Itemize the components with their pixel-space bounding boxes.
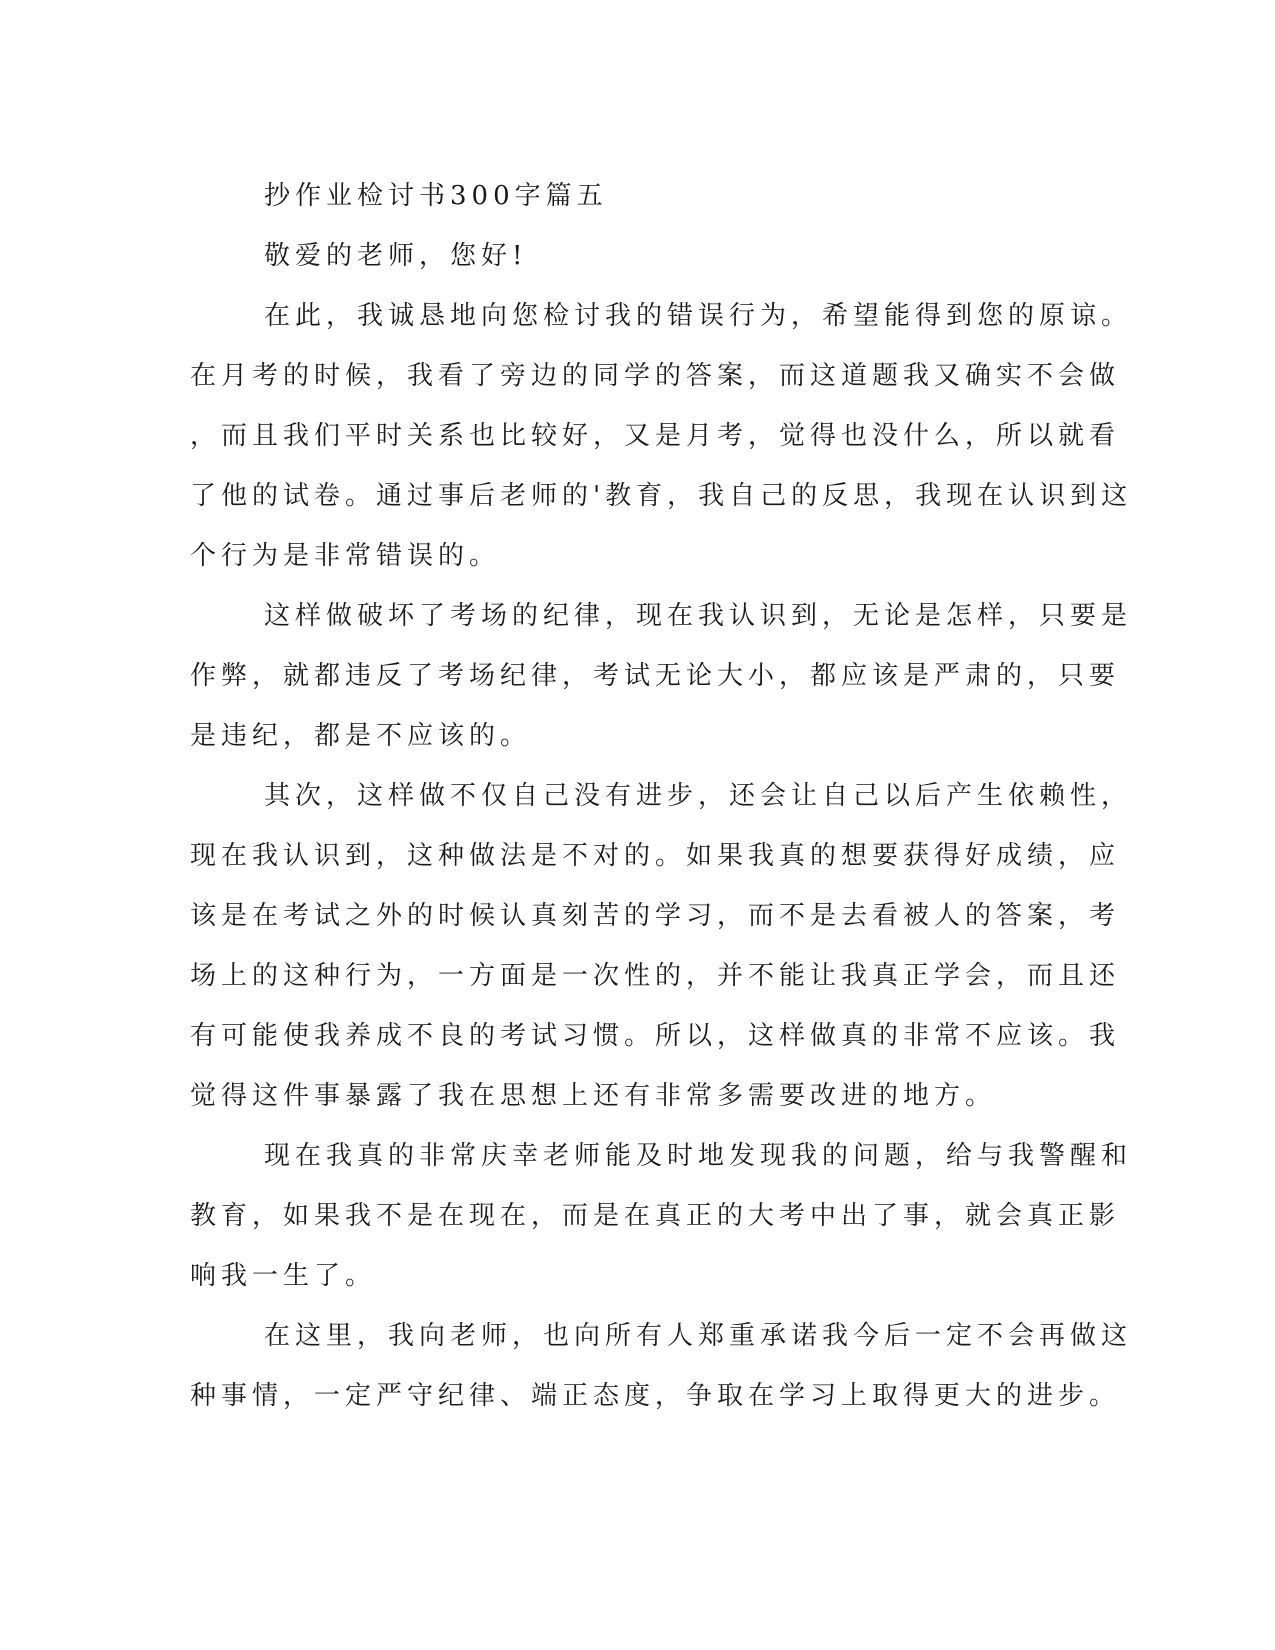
paragraph-2-line-1: 这样做破坏了考场的纪律，现在我认识到，无论是怎样，只要是 (264, 601, 1133, 631)
paragraph-4-line-1: 现在我真的非常庆幸老师能及时地发现我的问题，给与我警醒和 (264, 1141, 1133, 1171)
paragraph-3-line-1: 其次，这样做不仅自己没有进步，还会让自己以后产生依赖性， (264, 781, 1133, 811)
paragraph-1-line-2: 在月考的时候，我看了旁边的同学的答案，而这道题我又确实不会做 (190, 361, 1121, 391)
paragraph-4-line-2: 教育，如果我不是在现在，而是在真正的大考中出了事，就会真正影 (190, 1201, 1121, 1231)
paragraph-3-line-6: 觉得这件事暴露了我在思想上还有非常多需要改进的地方。 (190, 1081, 997, 1111)
paragraph-4-line-3: 响我一生了。 (190, 1261, 377, 1291)
paragraph-5-line-2: 种事情，一定严守纪律、端正态度，争取在学习上取得更大的进步。 (190, 1381, 1121, 1411)
document-title: 抄作业检讨书300字篇五 (264, 181, 608, 211)
paragraph-3-line-3: 该是在考试之外的时候认真刻苦的学习，而不是去看被人的答案，考 (190, 901, 1121, 931)
greeting-line: 敬爱的老师，您好! (264, 241, 528, 271)
paragraph-3-line-5: 有可能使我养成不良的考试习惯。所以，这样做真的非常不应该。我 (190, 1021, 1121, 1051)
paragraph-5-line-1: 在这里，我向老师，也向所有人郑重承诺我今后一定不会再做这 (264, 1321, 1133, 1351)
paragraph-1-line-4: 了他的试卷。通过事后老师的'教育，我自己的反思，我现在认识到这 (190, 481, 1133, 511)
paragraph-3-line-4: 场上的这种行为，一方面是一次性的，并不能让我真正学会，而且还 (190, 961, 1121, 991)
paragraph-2-line-3: 是违纪，都是不应该的。 (190, 721, 532, 751)
paragraph-1-line-5: 个行为是非常错误的。 (190, 541, 501, 571)
document-body (190, 166, 1133, 1426)
paragraph-1-line-1: 在此，我诚恳地向您检讨我的错误行为，希望能得到您的原谅。 (264, 301, 1133, 331)
paragraph-2-line-2: 作弊，就都违反了考场纪律，考试无论大小，都应该是严肃的，只要 (190, 661, 1121, 691)
paragraph-3-line-2: 现在我认识到，这种做法是不对的。如果我真的想要获得好成绩，应 (190, 841, 1121, 871)
paragraph-1-line-3: ，而且我们平时关系也比较好，又是月考，觉得也没什么，所以就看 (190, 421, 1121, 451)
